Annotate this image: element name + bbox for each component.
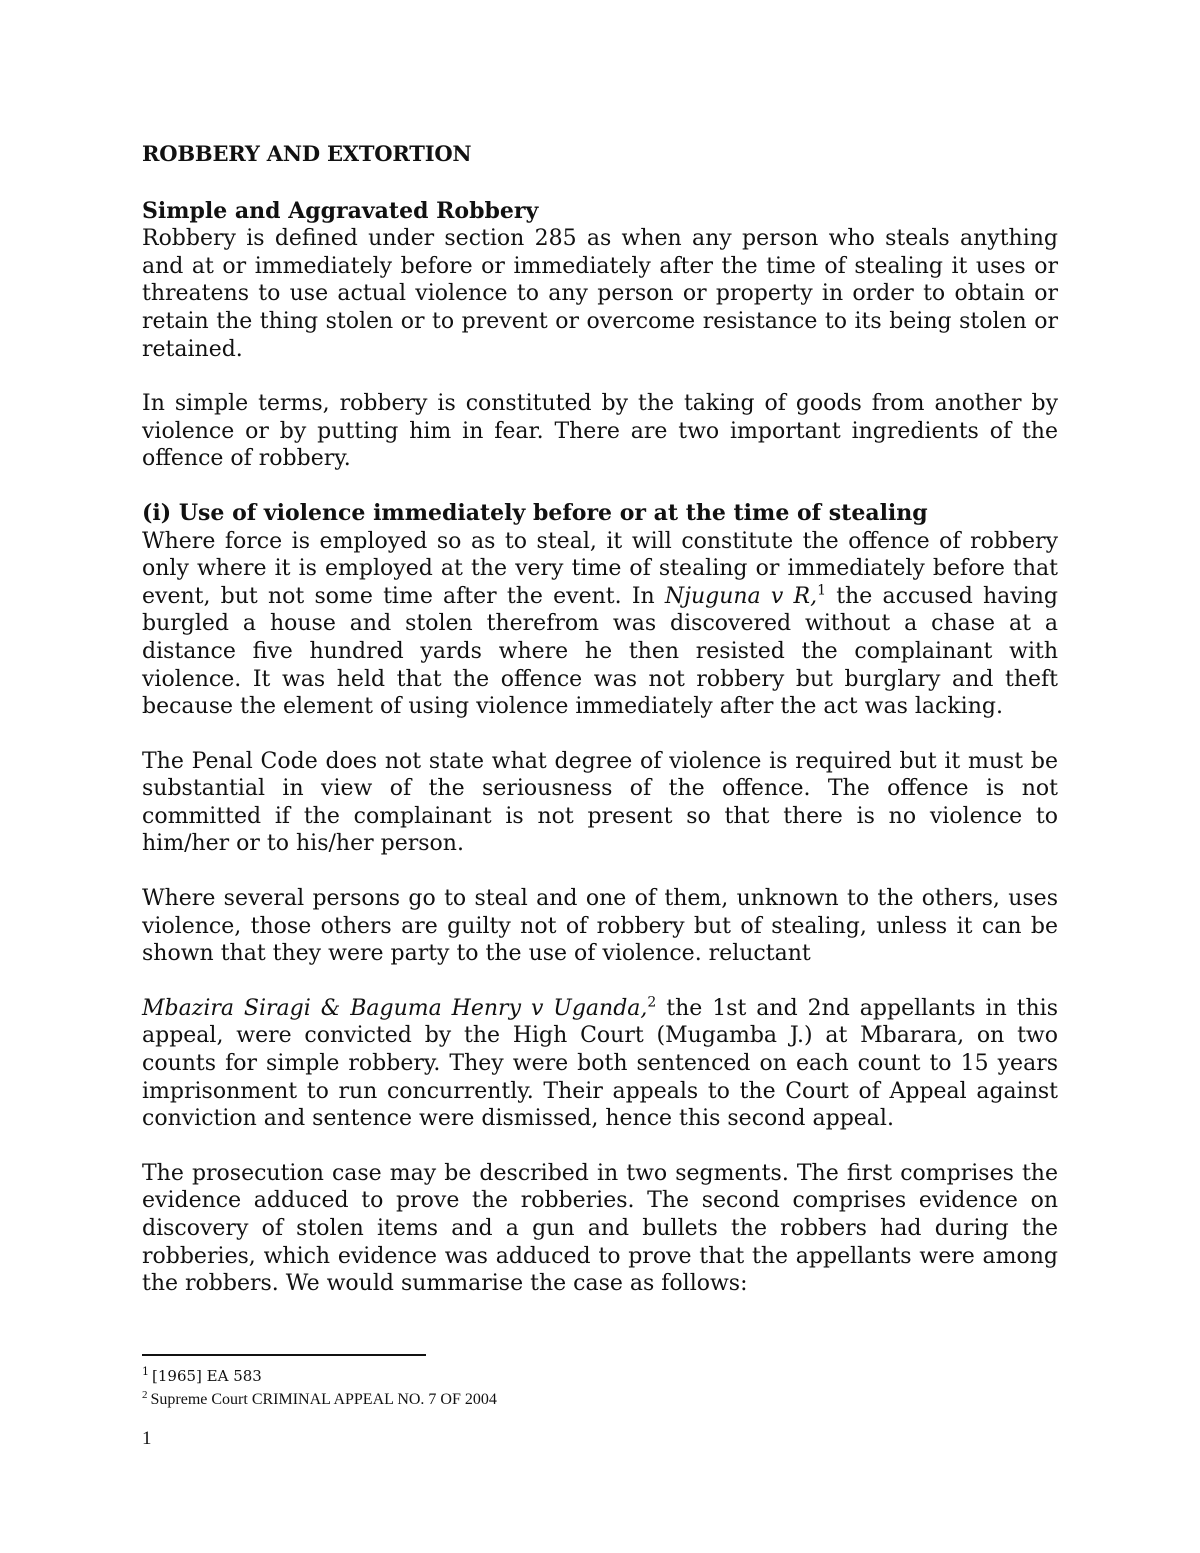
paragraph-penal-code: The Penal Code does not state what degree of violence is required but it must be substantial in view of the seriousness of the offence. The offence is not committed if the complainant is not present so that there is no violence to him/her or to his/her person. (142, 748, 1058, 857)
footnote-2 (142, 1388, 497, 1411)
page-number: 1 (142, 1428, 152, 1449)
footnote-reference-1[interactable]: 1 (817, 582, 826, 599)
paragraph-several-persons: Where several persons go to steal and one of them, unknown to the others, uses violence, those others are guilty not of robbery but of stealing, unless it can be shown that they were party to the use of violence. reluctant (142, 886, 1058, 967)
paragraph-text: the accused having burgled a house and stolen therefrom was discovered without a chase at a distance five hundred yards where he then resisted the complainant with violence. It was held that the offence was not robbery but burglary and theft because the element of using violence immediately after the act was lacking. (142, 583, 1058, 720)
footnote-number: 2 (142, 1388, 148, 1401)
section-heading-violence: (i) Use of violence immediately before or at the time of stealing (142, 499, 928, 526)
paragraph-force-employed (142, 528, 1058, 721)
paragraph-text: Where force is employed so as to steal, it will constitute the offence of robbery only where it is employed at the very time of stealing or immediately before that event, but not some time after the event. In (142, 528, 1058, 609)
footnote-separator (142, 1354, 426, 1356)
paragraph-definition: Robbery is defined under section 285 as when any person who steals anything and at or immediately before or immediately after the time of stealing it uses or threatens to use actual violence to any person or property in order to obtain or retain the thing stolen or to prevent or overcome resistance to its being stolen or retained. (142, 226, 1058, 362)
footnote-number: 1 (142, 1365, 149, 1378)
case-citation-njuguna: Njuguna v R, (664, 583, 818, 609)
footnote-text: Supreme Court CRIMINAL APPEAL NO. 7 OF 2004 (150, 1391, 497, 1408)
document-body (142, 140, 1058, 1298)
paragraph-mbazira-case (142, 995, 1058, 1133)
footnotes (142, 1365, 497, 1411)
footnote-1 (142, 1365, 497, 1388)
paragraph-text: the 1st and 2nd appellants in this appeal, were convicted by the High Court (Mugamba J.) at Mbarara, on two counts for simple robbery. They were both sentenced on each count to 15 years imprisonment to run concurrently. Their appeals to the Court of Appeal against conviction and sentence were dismissed, hence this second appeal. (142, 995, 1059, 1132)
paragraph-prosecution-case: The prosecution case may be described in two segments. The first comprises the evidence adduced to prove the robberies. The second comprises evidence on discovery of stolen items and a gun and bullets the robbers had during the robberies, which evidence was adduced to prove that the appellants were among the robbers. We would summarise the case as follows: (142, 1160, 1058, 1297)
paragraph-simple-terms: In simple terms, robbery is constituted by the taking of goods from another by violence or by putting him in fear. There are two important ingredients of the offence of robbery. (142, 391, 1058, 472)
case-citation-mbazira: Mbazira Siragi & Baguma Henry v Uganda, (142, 995, 648, 1021)
footnote-reference-2[interactable]: 2 (647, 994, 657, 1011)
footnote-text: [1965] EA 583 (152, 1367, 262, 1385)
section-heading-robbery: Simple and Aggravated Robbery (142, 197, 539, 224)
document-title: ROBBERY AND EXTORTION (142, 141, 472, 166)
